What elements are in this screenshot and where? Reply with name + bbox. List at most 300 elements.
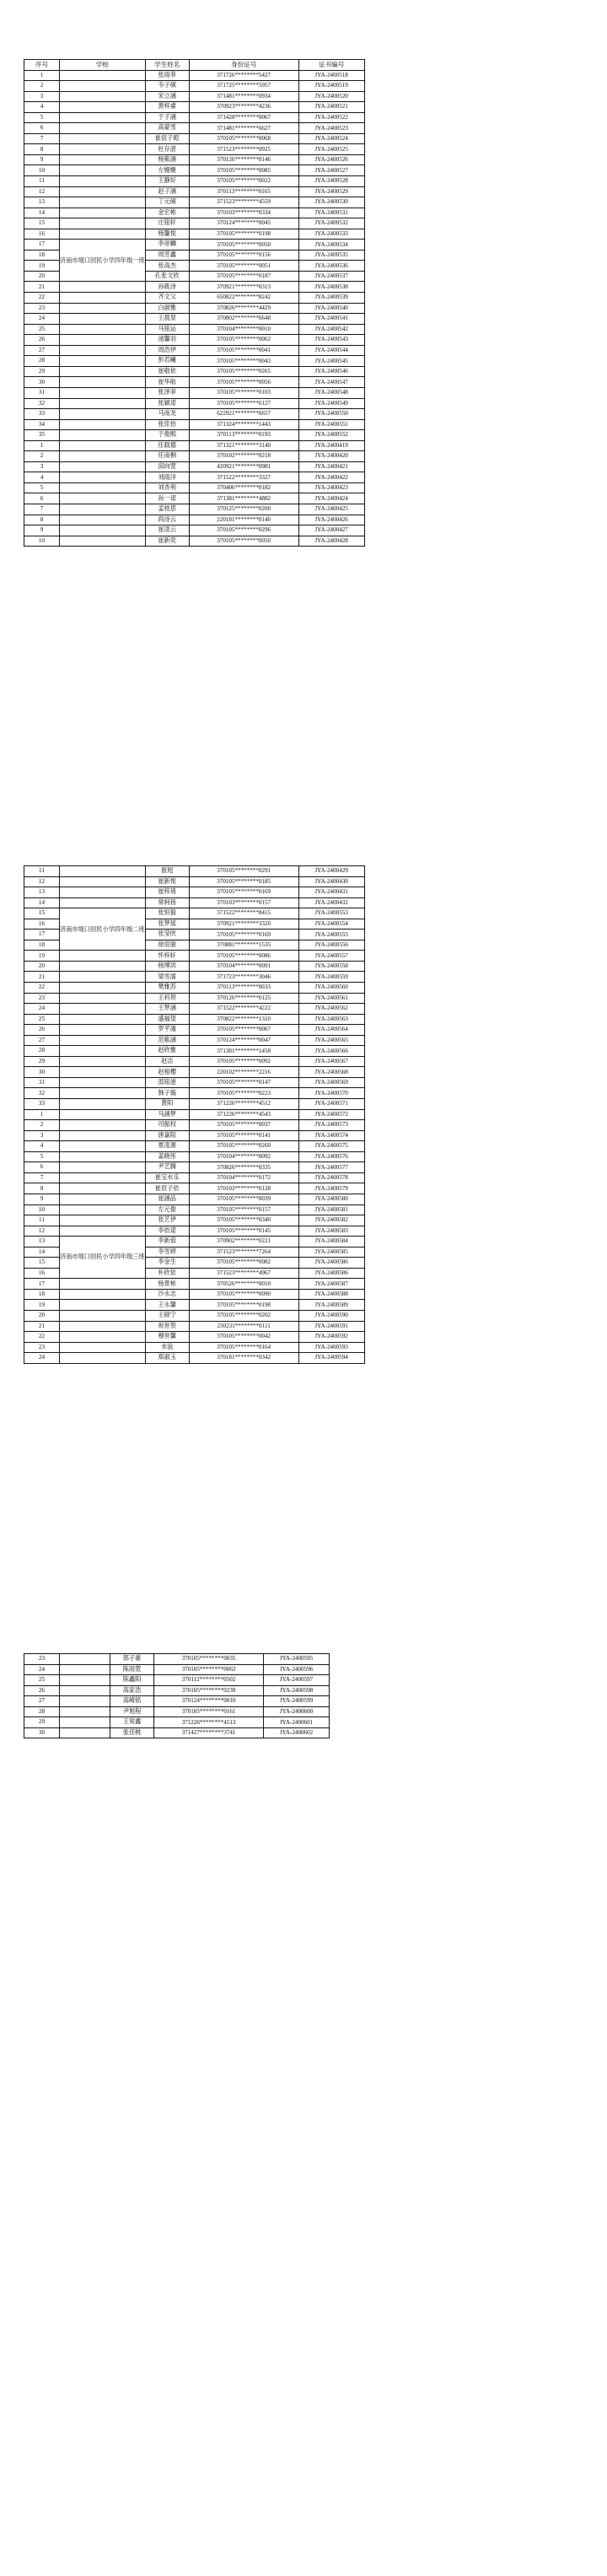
cell-certificate-number: JYA-2400584 xyxy=(298,1237,364,1248)
cell-certificate-number: JYA-2400581 xyxy=(298,1204,364,1215)
cell-id-number: 371726********5427 xyxy=(189,70,298,81)
cell-school-blank xyxy=(60,951,146,962)
cell-id-number: 650822********8242 xyxy=(189,293,298,304)
cell-id-number: 622921********6657 xyxy=(189,409,298,420)
cell-id-number: 370406********0182 xyxy=(189,482,298,493)
table-row xyxy=(24,1109,365,1120)
table-row xyxy=(24,876,365,887)
cell-index: 26 xyxy=(24,1025,60,1036)
cell-id-number: 371523********0925 xyxy=(189,144,298,155)
table-row xyxy=(24,951,365,962)
cell-id-number: 370105********0223 xyxy=(189,1088,298,1099)
cell-school-blank xyxy=(60,303,146,314)
cell-id-number: 370105********0050 xyxy=(189,240,298,251)
cell-certificate-number: JYA-2400421 xyxy=(298,461,364,472)
cell-student-name: 米浪 xyxy=(145,1342,189,1353)
cell-index: 17 xyxy=(24,240,60,251)
cell-school-blank xyxy=(60,335,146,346)
cell-certificate-number: JYA-2400424 xyxy=(298,493,364,504)
cell-certificate-number: JYA-2400568 xyxy=(298,1067,364,1078)
cell-id-number: 371226********4543 xyxy=(189,1109,298,1120)
table-row xyxy=(24,102,365,113)
table-row xyxy=(24,1025,365,1036)
cell-id-number: 370105********0039 xyxy=(189,1194,298,1204)
cell-index: 32 xyxy=(24,1088,60,1099)
table-row xyxy=(24,1353,365,1364)
cell-certificate-number: JYA-2400432 xyxy=(298,897,364,908)
cell-school-blank xyxy=(60,493,146,504)
cell-index: 28 xyxy=(24,1706,60,1717)
cell-school-blank xyxy=(60,70,146,81)
cell-certificate-number: JYA-2400561 xyxy=(298,993,364,1004)
cell-school-blank xyxy=(60,430,146,441)
cell-id-number: 370105********0145 xyxy=(189,1226,298,1237)
cell-index: 4 xyxy=(24,1141,60,1152)
cell-id-number: 370105********0043 xyxy=(189,356,298,367)
cell-index: 27 xyxy=(24,1035,60,1046)
table-row xyxy=(24,1321,365,1332)
cell-certificate-number: JYA-2400422 xyxy=(298,472,364,483)
cell-index: 9 xyxy=(24,154,60,165)
cell-id-number: 370125********0200 xyxy=(189,504,298,515)
cell-student-name: 杜存湛 xyxy=(145,144,189,155)
cell-school-blank xyxy=(60,504,146,515)
table-row xyxy=(24,1067,365,1078)
table-row xyxy=(24,154,365,165)
cell-index: 23 xyxy=(24,303,60,314)
cell-id-number: 370124********0047 xyxy=(189,1035,298,1046)
cell-certificate-number: JYA-2400573 xyxy=(298,1120,364,1131)
cell-id-number: 370802********6648 xyxy=(189,314,298,325)
cell-id-number: 370104********0092 xyxy=(189,1151,298,1162)
cell-id-number: 371522********3327 xyxy=(189,472,298,483)
table-row xyxy=(24,1035,365,1046)
cell-id-number: 371523********4967 xyxy=(189,1268,298,1279)
cell-certificate-number: JYA-2400597 xyxy=(264,1675,330,1686)
cell-certificate-number: JYA-2400547 xyxy=(298,377,364,388)
cell-index: 9 xyxy=(24,1194,60,1204)
table-row xyxy=(24,866,365,877)
cell-id-number: 370105********0085 xyxy=(189,165,298,176)
cell-school-blank xyxy=(60,515,146,525)
cell-school-blank xyxy=(60,1353,146,1364)
cell-index: 30 xyxy=(24,377,60,388)
cell-student-name: 李金生 xyxy=(145,1258,189,1269)
table-row xyxy=(24,1727,330,1738)
cell-school-blank xyxy=(60,1130,146,1141)
cell-school-blank xyxy=(60,112,146,123)
cell-index: 29 xyxy=(24,1056,60,1067)
cell-certificate-number: JYA-2400557 xyxy=(298,951,364,962)
cell-student-name: 郑淑玉 xyxy=(145,1353,189,1364)
cell-student-name: 高蒙雪 xyxy=(145,123,189,134)
cell-student-name: 白淑雅 xyxy=(145,303,189,314)
table-row xyxy=(24,1077,365,1088)
cell-student-name: 于子涵 xyxy=(145,112,189,123)
cell-index: 11 xyxy=(24,1215,60,1226)
cell-index: 13 xyxy=(24,1237,60,1248)
table-row xyxy=(24,335,365,346)
cell-student-name: 高家浩 xyxy=(110,1685,154,1696)
cell-id-number: 370113********0193 xyxy=(189,430,298,441)
cell-certificate-number: JYA-2400577 xyxy=(298,1162,364,1173)
table-row xyxy=(24,1056,365,1067)
cell-index: 5 xyxy=(24,482,60,493)
cell-student-name: 崔宝水乐 xyxy=(145,1172,189,1183)
cell-index: 15 xyxy=(24,1258,60,1269)
cell-student-name: 张佳怡 xyxy=(145,419,189,430)
cell-id-number: 370105********0157 xyxy=(189,1204,298,1215)
table-row xyxy=(24,1120,365,1131)
table-row xyxy=(24,282,365,293)
cell-certificate-number: JYA-2400594 xyxy=(298,1353,364,1364)
cell-student-name: 赵相樱 xyxy=(145,1067,189,1078)
cell-index: 31 xyxy=(24,1077,60,1088)
table-row xyxy=(24,1706,330,1717)
cell-certificate-number: JYA-2400567 xyxy=(298,1056,364,1067)
cell-school-blank xyxy=(60,419,146,430)
table-row xyxy=(24,1310,365,1321)
cell-school-blank xyxy=(60,1194,146,1204)
cell-index: 10 xyxy=(24,1204,60,1215)
cell-certificate-number: JYA-2400551 xyxy=(298,419,364,430)
cell-certificate-number: JYA-2400534 xyxy=(298,240,364,251)
cell-school-blank xyxy=(60,1141,146,1152)
cell-certificate-number: JYA-2400420 xyxy=(298,451,364,462)
cell-school-blank xyxy=(60,81,146,92)
cell-id-number: 370902********0221 xyxy=(189,1237,298,1248)
cell-index: 11 xyxy=(24,176,60,187)
table-row xyxy=(24,515,365,525)
cell-id-number: 420921********0981 xyxy=(189,461,298,472)
cell-id-number: 370105********0169 xyxy=(189,887,298,898)
cell-index: 28 xyxy=(24,356,60,367)
cell-student-name: 韩子璇 xyxy=(145,1088,189,1099)
cell-certificate-number: JYA-2400558 xyxy=(298,961,364,972)
cell-student-name: 崔宸子暄 xyxy=(145,133,189,144)
cell-school-blank xyxy=(60,356,146,367)
cell-id-number: 220102********2216 xyxy=(189,1067,298,1078)
cell-id-number: 370104********0010 xyxy=(189,324,298,335)
cell-student-name: 李依诺 xyxy=(145,1226,189,1237)
cell-id-number: 370105********0042 xyxy=(189,1332,298,1343)
cell-student-name: 张莹欣 xyxy=(145,930,189,940)
cell-student-name: 杨景彬 xyxy=(145,1279,189,1290)
cell-student-name: 尚诗云 xyxy=(145,515,189,525)
cell-student-name: 崔旭 xyxy=(145,866,189,877)
cell-certificate-number: JYA-2400563 xyxy=(298,1014,364,1025)
cell-school-blank xyxy=(60,1046,146,1057)
cell-index: 2 xyxy=(24,451,60,462)
cell-id-number: 371523********4559 xyxy=(189,197,298,208)
cell-certificate-number: JYA-2400550 xyxy=(298,409,364,420)
table-row xyxy=(24,1204,365,1215)
cell-certificate-number: JYA-2400546 xyxy=(298,366,364,377)
cell-index: 18 xyxy=(24,250,60,261)
cell-student-name: 尹艺腾 xyxy=(145,1162,189,1173)
cell-index: 30 xyxy=(24,1067,60,1078)
table-row xyxy=(24,197,365,208)
cell-certificate-number: JYA-2400524 xyxy=(298,133,364,144)
cell-id-number: 371381********4882 xyxy=(189,493,298,504)
cell-certificate-number: JYA-2400541 xyxy=(298,314,364,325)
cell-index: 7 xyxy=(24,133,60,144)
cell-index: 23 xyxy=(24,1654,60,1665)
cell-id-number: 370105********0239 xyxy=(154,1685,264,1696)
cell-certificate-number: JYA-2400539 xyxy=(298,293,364,304)
cell-certificate-number: JYA-2400538 xyxy=(298,282,364,293)
table-row xyxy=(24,1300,365,1311)
table-row xyxy=(24,1279,365,1290)
cell-id-number: 371226********4512 xyxy=(189,1099,298,1110)
table-row xyxy=(24,1130,365,1141)
cell-school-blank xyxy=(60,461,146,472)
table-row xyxy=(24,144,365,155)
table-row xyxy=(24,1685,330,1696)
cell-school-blank xyxy=(60,1685,110,1696)
cell-index: 21 xyxy=(24,282,60,293)
cell-school-blank xyxy=(60,366,146,377)
cell-id-number: 230231********0111 xyxy=(189,1321,298,1332)
cell-school-blank xyxy=(60,1696,110,1707)
table-row xyxy=(24,324,365,335)
cell-id-number: 370105********0169 xyxy=(189,930,298,940)
cell-certificate-number: JYA-2400429 xyxy=(298,866,364,877)
table-row xyxy=(24,345,365,356)
cell-certificate-number: JYA-2400430 xyxy=(298,876,364,887)
cell-student-name: 樊雅苏 xyxy=(145,983,189,994)
table-section-3 xyxy=(24,1653,330,1738)
cell-id-number: 370105********0161 xyxy=(154,1706,264,1717)
cell-school-blank xyxy=(60,1014,146,1025)
cell-index: 23 xyxy=(24,993,60,1004)
cell-index: 18 xyxy=(24,1289,60,1300)
cell-student-name: 王科贺 xyxy=(145,993,189,1004)
cell-certificate-number: JYA-2400588 xyxy=(298,1289,364,1300)
header-index: 序号 xyxy=(24,60,60,71)
cell-certificate-number: JYA-2400591 xyxy=(298,1321,364,1332)
cell-student-name: 高崎铭 xyxy=(110,1696,154,1707)
cell-certificate-number: JYA-2400520 xyxy=(298,91,364,102)
table-row xyxy=(24,1696,330,1707)
cell-id-number: 370126********0146 xyxy=(189,154,298,165)
cell-index: 7 xyxy=(24,504,60,515)
cell-student-name: 夏淩源 xyxy=(145,1141,189,1152)
table-row xyxy=(24,419,365,430)
cell-certificate-number: JYA-2400596 xyxy=(264,1664,330,1675)
cell-student-name: 李新茹 xyxy=(145,1237,189,1248)
cell-student-name: 马南龙 xyxy=(145,409,189,420)
cell-student-name: 梁雪濡 xyxy=(145,972,189,983)
cell-id-number: 370526********0010 xyxy=(189,1279,298,1290)
cell-school-blank xyxy=(60,866,146,877)
table-row xyxy=(24,293,365,304)
table-row xyxy=(24,1237,365,1248)
cell-index: 1 xyxy=(24,440,60,451)
table-section-2 xyxy=(24,865,365,1364)
table-row xyxy=(24,356,365,367)
table-row xyxy=(24,398,365,409)
cell-student-name: 郭子豪 xyxy=(110,1654,154,1665)
cell-school-blank xyxy=(60,1035,146,1046)
cell-index: 34 xyxy=(24,419,60,430)
table-row xyxy=(24,482,365,493)
cell-school-blank xyxy=(60,229,146,240)
cell-index: 5 xyxy=(24,112,60,123)
cell-student-name: 崔新悦 xyxy=(145,876,189,887)
header-school: 学校 xyxy=(60,60,146,71)
cell-certificate-number: JYA-2400601 xyxy=(264,1717,330,1728)
cell-certificate-number: JYA-2400586 xyxy=(298,1258,364,1269)
cell-id-number: 370105********0156 xyxy=(189,250,298,261)
cell-index: 27 xyxy=(24,345,60,356)
cell-index: 13 xyxy=(24,887,60,898)
cell-school-blank xyxy=(60,1056,146,1067)
cell-school-blank xyxy=(60,1654,110,1665)
cell-student-name: 黄阳 xyxy=(145,1099,189,1110)
cell-id-number: 370112********0502 xyxy=(154,1675,264,1686)
table-row xyxy=(24,366,365,377)
cell-student-name: 徐宸骏 xyxy=(145,940,189,951)
cell-index: 14 xyxy=(24,207,60,218)
cell-index: 33 xyxy=(24,409,60,420)
cell-student-name: 盛福望 xyxy=(145,1014,189,1025)
cell-index: 22 xyxy=(24,1332,60,1343)
cell-student-name: 怀梓轩 xyxy=(145,951,189,962)
cell-certificate-number: JYA-2400521 xyxy=(298,102,364,113)
cell-id-number: 370113********0165 xyxy=(189,186,298,197)
cell-certificate-number: JYA-2400542 xyxy=(298,324,364,335)
cell-index: 20 xyxy=(24,271,60,282)
cell-id-number: 370105********0062 xyxy=(189,335,298,346)
cell-school-blank xyxy=(60,314,146,325)
cell-id-number: 370105********0041 xyxy=(189,345,298,356)
header-student-name: 学生姓名 xyxy=(145,60,189,71)
table-row xyxy=(24,1172,365,1183)
cell-school-blank xyxy=(60,1727,110,1738)
cell-certificate-number: JYA-2400423 xyxy=(298,482,364,493)
table-row xyxy=(24,961,365,972)
cell-student-name: 彭若曦 xyxy=(145,356,189,367)
cell-student-name: 孔张文欣 xyxy=(145,271,189,282)
cell-student-name: 罗芊潼 xyxy=(145,1025,189,1036)
table-row xyxy=(24,1046,365,1057)
table-row xyxy=(24,1226,365,1237)
cell-student-name: 姜晓彤 xyxy=(145,1151,189,1162)
cell-index: 17 xyxy=(24,930,60,940)
cell-id-number: 370826********0335 xyxy=(189,1162,298,1173)
table-row xyxy=(24,112,365,123)
table-row xyxy=(24,377,365,388)
cell-student-name: 崔涵品 xyxy=(145,1194,189,1204)
cell-student-name: 杨紫涵 xyxy=(145,154,189,165)
cell-id-number: 370124********0010 xyxy=(154,1696,264,1707)
cell-index: 6 xyxy=(24,493,60,504)
cell-id-number: 370113********0033 xyxy=(189,983,298,994)
header-certificate-number: 证书编号 xyxy=(298,60,364,71)
registry-table-2 xyxy=(24,865,365,1364)
cell-school-blank xyxy=(60,1342,146,1353)
cell-id-number: 370921********0313 xyxy=(189,282,298,293)
cell-index: 27 xyxy=(24,1696,60,1707)
cell-id-number: 370923********4236 xyxy=(189,102,298,113)
cell-school-blank xyxy=(60,165,146,176)
cell-student-name: 刘杏利 xyxy=(145,482,189,493)
cell-school-blank xyxy=(60,377,146,388)
table-row xyxy=(24,207,365,218)
cell-id-number: 370105********0086 xyxy=(189,951,298,962)
cell-student-name: 韦子硕 xyxy=(145,81,189,92)
cell-certificate-number: JYA-2400426 xyxy=(298,515,364,525)
cell-student-name: 张佳桃 xyxy=(110,1727,154,1738)
cell-school-blank xyxy=(60,186,146,197)
cell-id-number: 370105********0037 xyxy=(189,1120,298,1131)
cell-id-number: 370105********0141 xyxy=(189,1130,298,1141)
cell-index: 4 xyxy=(24,102,60,113)
table-row xyxy=(24,1151,365,1162)
cell-index: 25 xyxy=(24,1675,60,1686)
cell-certificate-number: JYA-2400562 xyxy=(298,1004,364,1015)
table-row xyxy=(24,314,365,325)
cell-id-number: 371523********7264 xyxy=(189,1247,298,1258)
table-row xyxy=(24,897,365,908)
cell-certificate-number: JYA-2400555 xyxy=(298,930,364,940)
table-row xyxy=(24,81,365,92)
cell-school-name: 济南市堤口回民小学四年级一班 xyxy=(60,240,146,282)
cell-certificate-number: JYA-2400528 xyxy=(298,176,364,187)
cell-student-name: 崔凌云 xyxy=(145,525,189,536)
table-row xyxy=(24,1289,365,1300)
cell-certificate-number: JYA-2400586 xyxy=(298,1268,364,1279)
cell-certificate-number: JYA-2400419 xyxy=(298,440,364,451)
table-row xyxy=(24,186,365,197)
cell-school-blank xyxy=(60,218,146,229)
cell-school-blank xyxy=(60,961,146,972)
cell-certificate-number: JYA-2400589 xyxy=(298,1300,364,1311)
cell-id-number: 370105********0051 xyxy=(189,261,298,272)
cell-certificate-number: JYA-2400527 xyxy=(298,165,364,176)
table-row xyxy=(24,1654,330,1665)
cell-id-number: 370105********0198 xyxy=(189,1300,298,1311)
cell-certificate-number: JYA-2400572 xyxy=(298,1109,364,1120)
cell-index: 12 xyxy=(24,876,60,887)
cell-student-name: 金宏彬 xyxy=(145,207,189,218)
table-row xyxy=(24,240,365,251)
cell-school-blank xyxy=(60,1289,146,1300)
cell-certificate-number: JYA-2400554 xyxy=(298,919,364,930)
header-id-number: 身份证号 xyxy=(189,60,298,71)
cell-certificate-number: JYA-2400560 xyxy=(298,983,364,994)
cell-school-blank xyxy=(60,387,146,398)
cell-id-number: 370921********3320 xyxy=(189,919,298,930)
cell-school-blank xyxy=(60,1664,110,1675)
cell-certificate-number: JYA-2400532 xyxy=(298,218,364,229)
cell-certificate-number: JYA-2400559 xyxy=(298,972,364,983)
cell-school-blank xyxy=(60,398,146,409)
cell-id-number: 370103********0128 xyxy=(189,1183,298,1194)
cell-student-name: 王静好 xyxy=(145,176,189,187)
cell-school-blank xyxy=(60,440,146,451)
cell-index: 24 xyxy=(24,1664,60,1675)
cell-student-name: 孟桂思 xyxy=(145,504,189,515)
cell-certificate-number: JYA-2400552 xyxy=(298,430,364,441)
cell-student-name: 王晨堃 xyxy=(145,314,189,325)
cell-id-number: 370102********0218 xyxy=(189,451,298,462)
table-row xyxy=(24,1717,330,1728)
table-row xyxy=(24,229,365,240)
cell-index: 29 xyxy=(24,366,60,377)
cell-student-name: 沙永志 xyxy=(145,1289,189,1300)
